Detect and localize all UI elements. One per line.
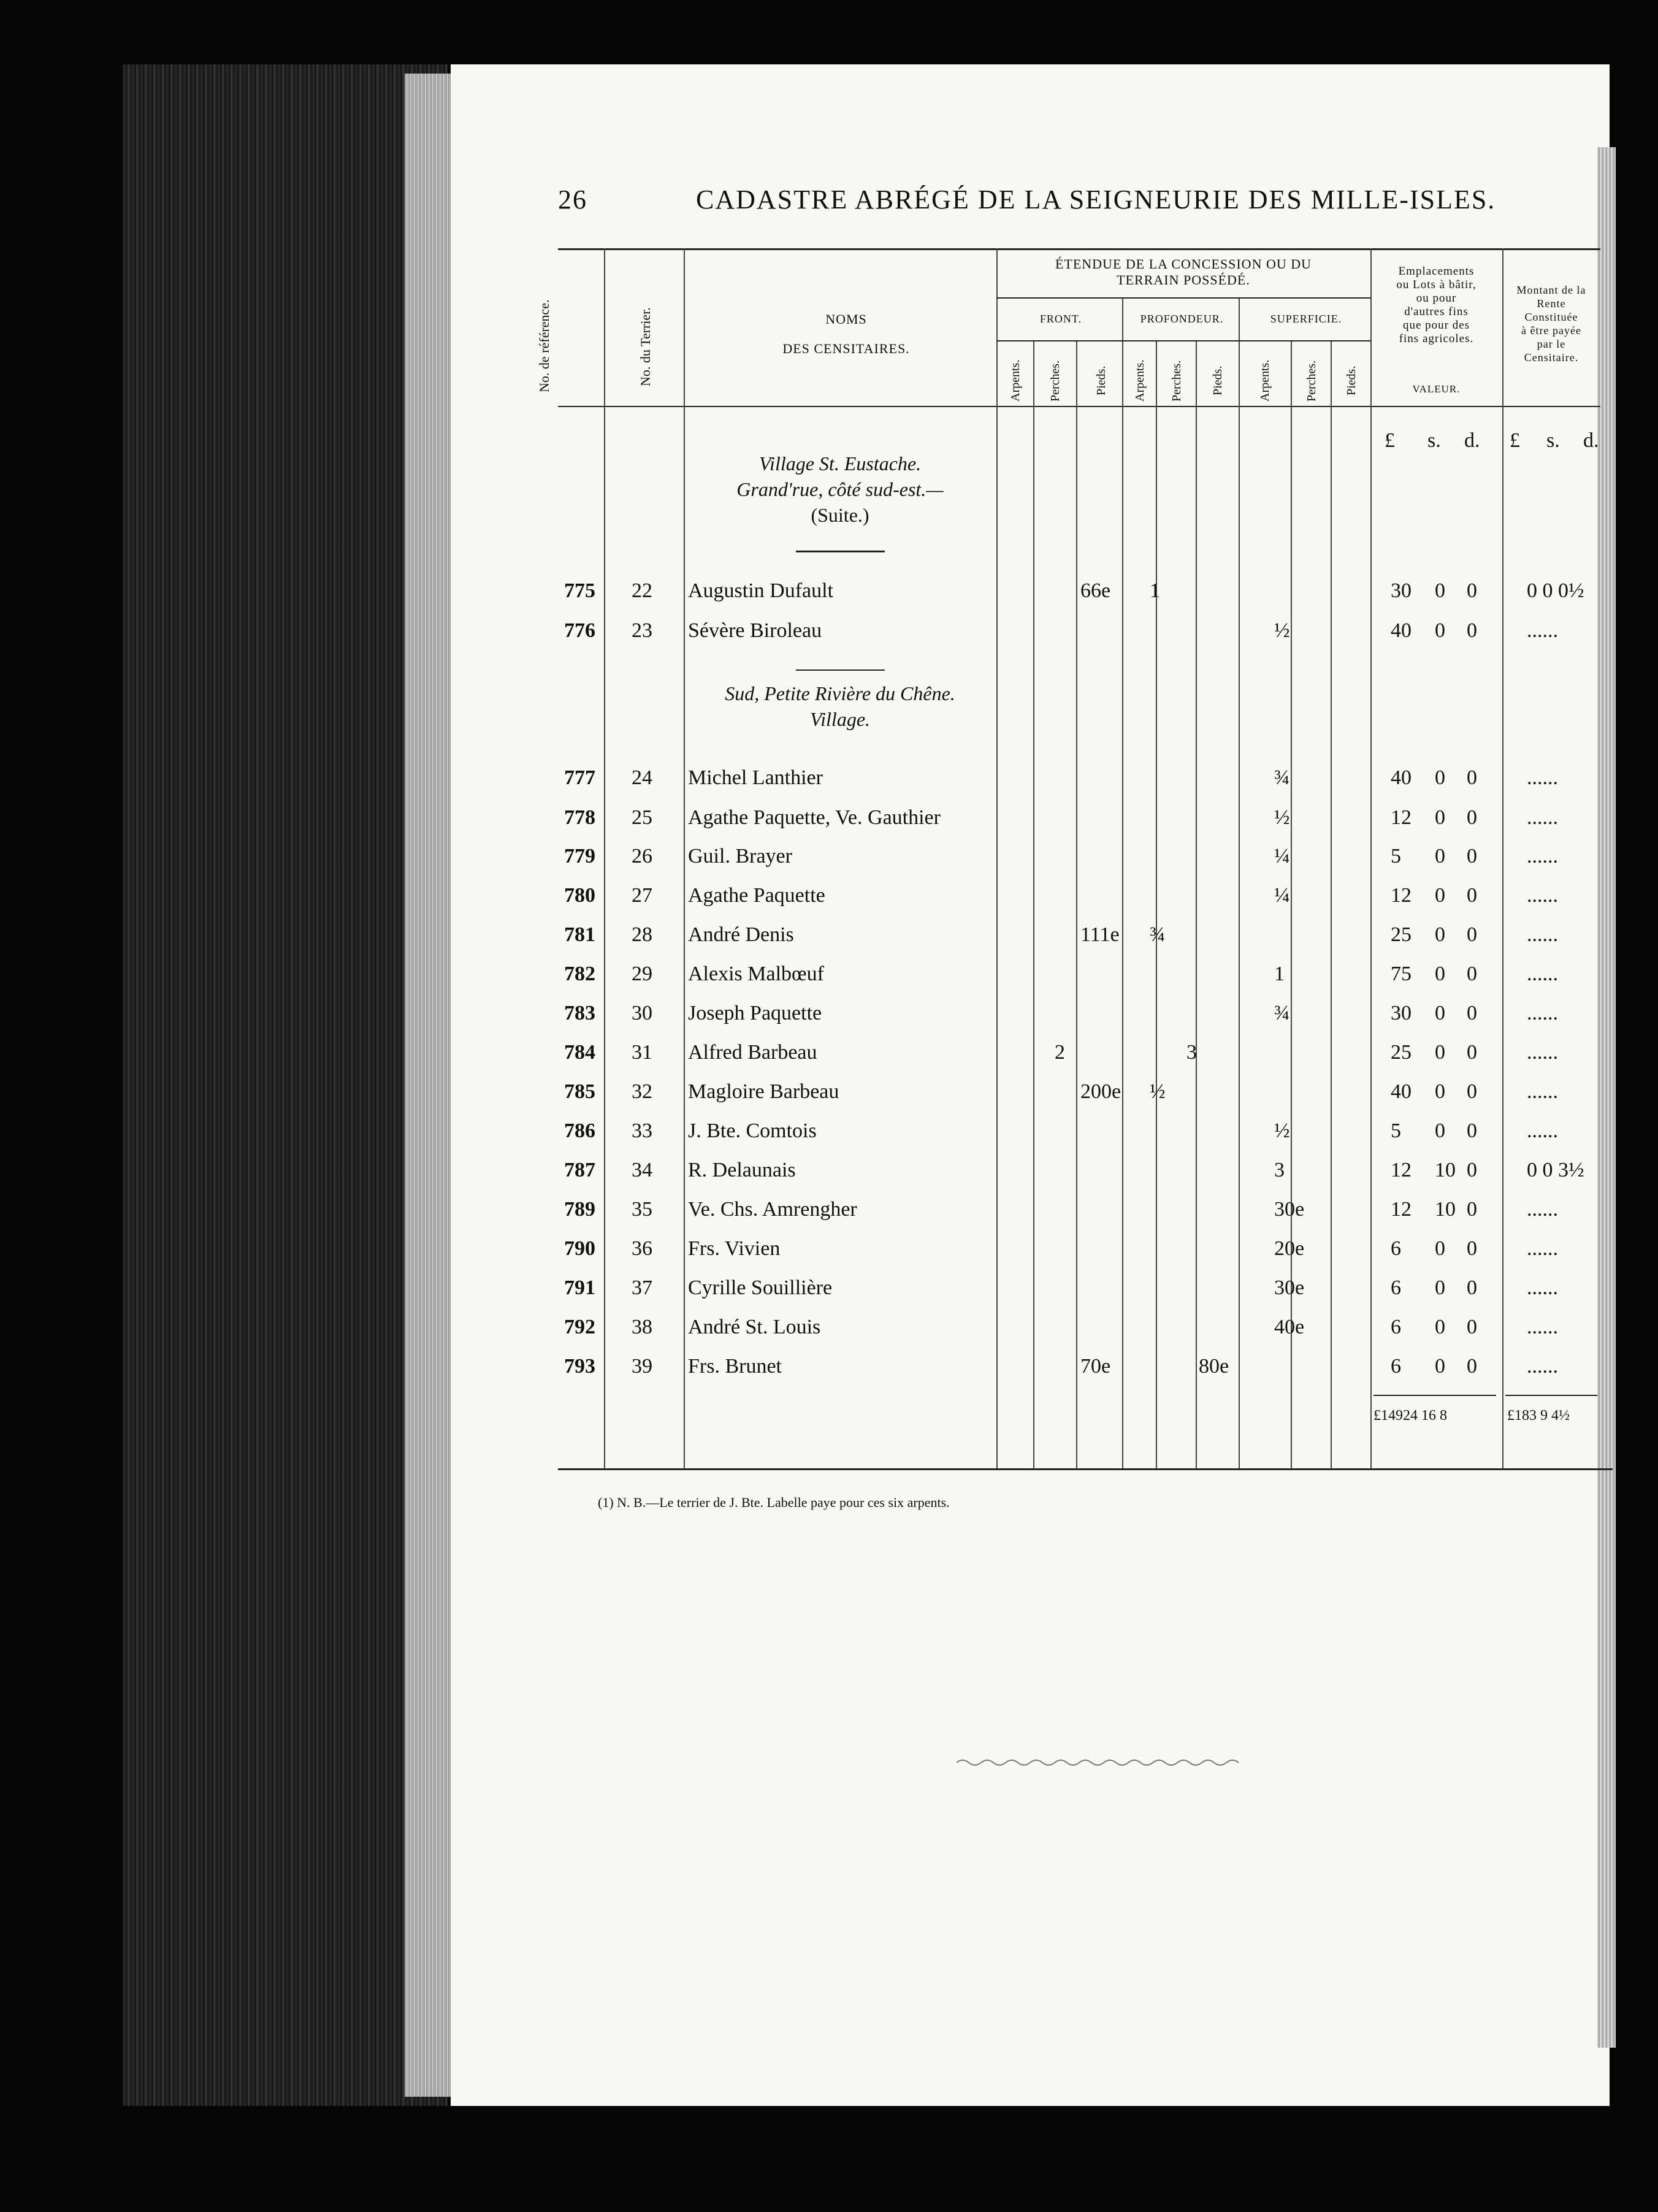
cell-prof-pieds: 80e (1199, 1355, 1229, 1378)
cell-val-s: 10 (1435, 1198, 1456, 1221)
cell-terrier: 35 (632, 1198, 652, 1221)
cell-terrier: 34 (632, 1159, 652, 1181)
cell-ref: 792 (564, 1316, 595, 1338)
col-sep (1033, 340, 1034, 1468)
cell-val-l: 5 (1391, 1119, 1401, 1142)
cell-name: Alfred Barbeau (688, 1041, 817, 1064)
page-title: CADASTRE ABRÉGÉ DE LA SEIGNEURIE DES MILLE-ISLES. (696, 185, 1496, 215)
cell-val-l: 40 (1391, 1080, 1412, 1103)
cell-rente: ...... (1527, 1355, 1558, 1378)
cell-val-l: 6 (1391, 1237, 1401, 1260)
cell-val-l: 6 (1391, 1355, 1401, 1378)
page-number: 26 (558, 185, 587, 215)
cell-name: Joseph Paquette (688, 1002, 822, 1024)
cell-name: Magloire Barbeau (688, 1080, 839, 1103)
header-front-perches: Perches. (1049, 360, 1062, 402)
header-prof-arpents: Arpents. (1133, 359, 1147, 402)
cell-name: R. Delaunais (688, 1159, 796, 1181)
rente-pence: d. (1583, 429, 1599, 452)
cell-ref: 775 (564, 579, 595, 602)
cell-val-d: 0 (1467, 806, 1477, 829)
subgroup-rule (996, 340, 1370, 341)
cell-rente: ...... (1527, 619, 1558, 642)
cell-ref: 783 (564, 1002, 595, 1024)
cell-name: Ve. Chs. Amrengher (688, 1198, 857, 1221)
book-spine (123, 64, 448, 2106)
cell-terrier: 25 (632, 806, 652, 829)
cell-name: Sévère Biroleau (688, 619, 822, 642)
page-edges (405, 74, 451, 2097)
cell-name: J. Bte. Comtois (688, 1119, 817, 1142)
cell-prof-arpents: ¾ (1150, 923, 1166, 946)
cell-val-s: 0 (1435, 1041, 1445, 1064)
cell-terrier: 36 (632, 1237, 652, 1260)
cell-ref: 781 (564, 923, 595, 946)
cell-val-l: 30 (1391, 579, 1412, 602)
header-prof-pieds: Pieds. (1211, 365, 1224, 395)
cell-val-d: 0 (1467, 1237, 1477, 1260)
col-sep (1370, 248, 1372, 1468)
cell-rente: ...... (1527, 1119, 1558, 1142)
page-right-edge (1597, 147, 1616, 2048)
cell-val-s: 10 (1435, 1159, 1456, 1181)
table-top-rule (558, 248, 1600, 250)
cell-terrier: 31 (632, 1041, 652, 1064)
header-noms: NOMS (825, 311, 867, 327)
cell-val-d: 0 (1467, 923, 1477, 946)
col-sep (604, 248, 605, 1468)
cell-val-s: 0 (1435, 1316, 1445, 1338)
header-front-arpents: Arpents. (1009, 359, 1022, 402)
cell-val-l: 12 (1391, 1198, 1412, 1221)
cell-val-s: 0 (1435, 845, 1445, 868)
cell-ref: 785 (564, 1080, 595, 1103)
etendue-rule (996, 297, 1370, 299)
cell-val-s: 0 (1435, 884, 1445, 907)
table-bottom-rule (558, 1468, 1613, 1470)
cell-sup-arpents: 40e (1274, 1316, 1305, 1338)
cell-val-s: 0 (1435, 1237, 1445, 1260)
cell-name: Augustin Dufault (688, 579, 834, 602)
section-divider (796, 669, 885, 671)
cell-val-d: 0 (1467, 845, 1477, 868)
cell-val-d: 0 (1467, 1119, 1477, 1142)
cell-terrier: 29 (632, 963, 652, 985)
cell-sup-arpents: 3 (1274, 1159, 1285, 1181)
cell-terrier: 32 (632, 1080, 652, 1103)
col-sep (684, 248, 685, 1468)
cell-val-d: 0 (1467, 1080, 1477, 1103)
cell-terrier: 28 (632, 923, 652, 946)
header-censitaires: DES CENSITAIRES. (782, 341, 910, 356)
cell-ref: 784 (564, 1041, 595, 1064)
cell-name: Alexis Malbœuf (688, 963, 824, 985)
cell-rente: ...... (1527, 923, 1558, 946)
header-superficie: SUPERFICIE. (1270, 313, 1342, 325)
cell-val-l: 12 (1391, 1159, 1412, 1181)
cell-name: Frs. Vivien (688, 1237, 781, 1260)
cell-sup-arpents: 30e (1274, 1276, 1305, 1299)
cell-terrier: 30 (632, 1002, 652, 1024)
cell-prof-perches: 3 (1186, 1041, 1197, 1064)
cell-val-l: 30 (1391, 1002, 1412, 1024)
cell-val-s: 0 (1435, 766, 1445, 789)
header-prof-perches: Perches. (1170, 360, 1183, 402)
cell-name: Cyrille Souillière (688, 1276, 833, 1299)
cell-val-d: 0 (1467, 1316, 1477, 1338)
cell-val-d: 0 (1467, 1355, 1477, 1378)
header-no-terrier: No. du Terrier. (638, 307, 653, 386)
cell-val-s: 0 (1435, 1119, 1445, 1142)
cell-val-l: 75 (1391, 963, 1412, 985)
valeur-pence: d. (1464, 429, 1480, 452)
cell-ref: 782 (564, 963, 595, 985)
cell-val-l: 40 (1391, 619, 1412, 642)
cell-rente: ...... (1527, 1316, 1558, 1338)
cell-rente: ...... (1527, 1002, 1558, 1024)
cell-sup-arpents: ¾ (1274, 1002, 1290, 1024)
section-heading: Sud, Petite Rivière du Chêne. Village. (725, 682, 955, 730)
cell-val-s: 0 (1435, 1002, 1445, 1024)
header-no-reference: No. de référence. (537, 299, 552, 392)
total-rente: £183 9 4½ (1507, 1408, 1570, 1424)
cell-terrier: 22 (632, 579, 652, 602)
cell-ref: 778 (564, 806, 595, 829)
cell-ref: 776 (564, 619, 595, 642)
cell-ref: 777 (564, 766, 595, 789)
header-profondeur: PROFONDEUR. (1140, 313, 1224, 325)
cell-val-l: 25 (1391, 923, 1412, 946)
cell-terrier: 39 (632, 1355, 652, 1378)
cell-rente: ...... (1527, 845, 1558, 868)
cell-ref: 787 (564, 1159, 595, 1181)
cell-sup-arpents: ¾ (1274, 766, 1290, 789)
section-heading: Village St. Eustache. Grand'rue, côté sud-est.— (Suite.) (736, 452, 944, 526)
cell-rente: ...... (1527, 1198, 1558, 1221)
valeur-shilling: s. (1427, 429, 1441, 452)
header-montant: Montant de la Rente Constituée à être payée par le Censitaire. (1516, 284, 1586, 364)
header-etendue-1: ÉTENDUE DE LA CONCESSION OU DU (1055, 256, 1312, 272)
cell-sup-arpents: ¼ (1274, 884, 1290, 907)
cell-val-s: 0 (1435, 1080, 1445, 1103)
rente-pound: £ (1510, 429, 1520, 452)
cell-name: Agathe Paquette (688, 884, 825, 907)
col-sep (996, 248, 998, 1468)
cell-rente: ...... (1527, 1276, 1558, 1299)
valeur-pound: £ (1385, 429, 1395, 452)
cell-name: Michel Lanthier (688, 766, 823, 789)
cell-val-l: 6 (1391, 1276, 1401, 1299)
header-valeur: VALEUR. (1412, 383, 1461, 395)
total-valeur: £14924 16 8 (1373, 1408, 1447, 1424)
cell-val-s: 0 (1435, 1276, 1445, 1299)
cell-name: André Denis (688, 923, 794, 946)
cell-ref: 786 (564, 1119, 595, 1142)
cell-val-s: 0 (1435, 1355, 1445, 1378)
cell-val-s: 0 (1435, 923, 1445, 946)
cell-name: Guil. Brayer (688, 845, 792, 868)
cell-val-d: 0 (1467, 1002, 1477, 1024)
cell-val-d: 0 (1467, 1198, 1477, 1221)
cell-val-s: 0 (1435, 579, 1445, 602)
cell-rente: 0 0 0½ (1527, 579, 1584, 602)
cell-ref: 789 (564, 1198, 595, 1221)
cell-name: André St. Louis (688, 1316, 821, 1338)
col-sep (1122, 297, 1123, 1468)
col-sep (1076, 340, 1077, 1468)
header-bottom-rule (558, 406, 1600, 407)
cell-val-d: 0 (1467, 1276, 1477, 1299)
total-rule (1373, 1395, 1496, 1396)
cell-val-s: 0 (1435, 806, 1445, 829)
footnote: (1) N. B.—Le terrier de J. Bte. Labelle paye pour ces six arpents. (598, 1495, 950, 1510)
cell-rente: ...... (1527, 1237, 1558, 1260)
cell-sup-arpents: ¼ (1274, 845, 1290, 868)
cell-ref: 790 (564, 1237, 595, 1260)
cell-front-pieds: 66e (1080, 579, 1111, 602)
cell-val-l: 12 (1391, 806, 1412, 829)
cell-rente: ...... (1527, 963, 1558, 985)
header-front: FRONT. (1039, 313, 1082, 325)
cell-terrier: 23 (632, 619, 652, 642)
col-sep (1331, 340, 1332, 1468)
cell-sup-arpents: 1 (1274, 963, 1285, 985)
cell-rente: ...... (1527, 1080, 1558, 1103)
col-sep (1239, 297, 1240, 1468)
cell-rente: 0 0 3½ (1527, 1159, 1584, 1181)
cell-front-pieds: 70e (1080, 1355, 1111, 1378)
cell-val-d: 0 (1467, 963, 1477, 985)
cell-val-d: 0 (1467, 1041, 1477, 1064)
header-sup-arpents: Arpents. (1258, 359, 1272, 402)
cell-terrier: 38 (632, 1316, 652, 1338)
cell-front-pieds: 111e (1080, 923, 1120, 946)
cell-val-d: 0 (1467, 579, 1477, 602)
cell-val-l: 6 (1391, 1316, 1401, 1338)
cell-val-d: 0 (1467, 766, 1477, 789)
cell-sup-arpents: ½ (1274, 1119, 1290, 1142)
col-sep (1502, 248, 1503, 1468)
cell-ref: 779 (564, 845, 595, 868)
cell-rente: ...... (1527, 766, 1558, 789)
cell-sup-arpents: 30e (1274, 1198, 1305, 1221)
cell-val-d: 0 (1467, 619, 1477, 642)
header-sup-perches: Perches. (1305, 360, 1318, 402)
cell-terrier: 24 (632, 766, 652, 789)
col-sep (1196, 340, 1197, 1468)
cell-terrier: 27 (632, 884, 652, 907)
cell-ref: 791 (564, 1276, 595, 1299)
cell-ref: 793 (564, 1355, 595, 1378)
cell-val-d: 0 (1467, 884, 1477, 907)
cell-rente: ...... (1527, 806, 1558, 829)
cell-val-l: 40 (1391, 766, 1412, 789)
cell-prof-arpents: ½ (1150, 1080, 1166, 1103)
cell-val-d: 0 (1467, 1159, 1477, 1181)
cell-terrier: 37 (632, 1276, 652, 1299)
cell-terrier: 26 (632, 845, 652, 868)
rente-shilling: s. (1546, 429, 1560, 452)
header-sup-pieds: Pieds. (1345, 365, 1358, 395)
header-etendue-2: TERRAIN POSSÉDÉ. (1117, 272, 1250, 288)
header-front-pieds: Pieds. (1095, 365, 1108, 395)
header-emplacements: Emplacements ou Lots à bâtir, ou pour d'autres fins que pour des fins agricoles. (1396, 265, 1477, 345)
col-sep (1156, 340, 1157, 1468)
cell-rente: ...... (1527, 884, 1558, 907)
cell-val-l: 12 (1391, 884, 1412, 907)
cell-sup-arpents: 20e (1274, 1237, 1305, 1260)
cell-val-l: 5 (1391, 845, 1401, 868)
cell-front-pieds: 200e (1080, 1080, 1121, 1103)
cell-sup-arpents: ½ (1274, 806, 1290, 829)
cell-val-s: 0 (1435, 963, 1445, 985)
total-rule (1505, 1395, 1597, 1396)
cell-sup-arpents: ½ (1274, 619, 1290, 642)
decorative-squiggle (957, 1756, 1251, 1769)
cell-name: Frs. Brunet (688, 1355, 782, 1378)
section-divider (796, 551, 885, 552)
cell-prof-arpents: 1 (1150, 579, 1160, 602)
cell-val-s: 0 (1435, 619, 1445, 642)
cell-rente: ...... (1527, 1041, 1558, 1064)
cell-val-l: 25 (1391, 1041, 1412, 1064)
cell-name: Agathe Paquette, Ve. Gauthier (688, 806, 941, 829)
cell-ref: 780 (564, 884, 595, 907)
cell-terrier: 33 (632, 1119, 652, 1142)
cell-front-perches: 2 (1055, 1041, 1065, 1064)
